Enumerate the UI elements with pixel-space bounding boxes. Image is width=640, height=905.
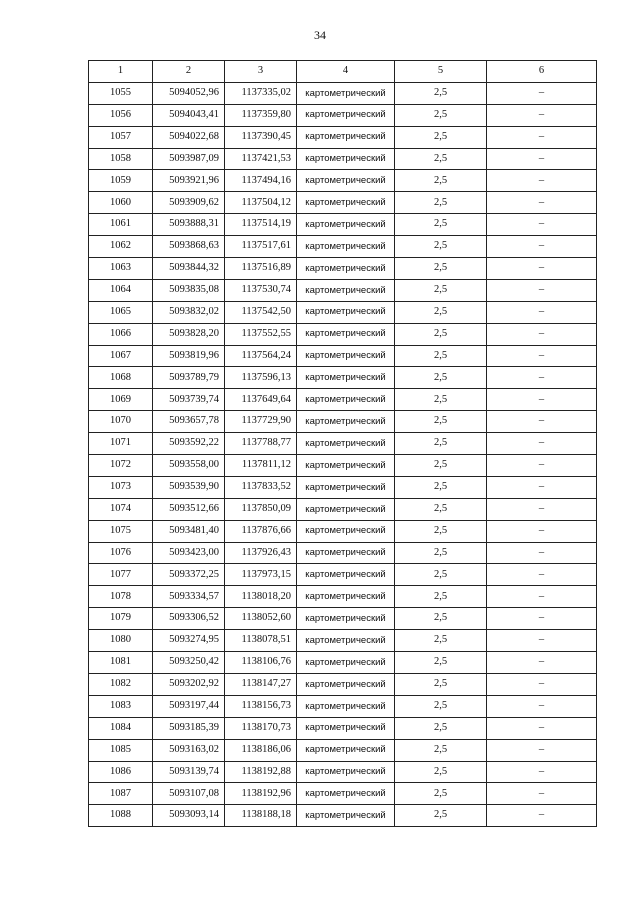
y-coordinate-cell: 1137876,66 — [225, 520, 297, 542]
method-cell: картометрический — [297, 695, 395, 717]
point-number-cell: 1087 — [89, 783, 153, 805]
description-cell: – — [487, 301, 597, 323]
y-coordinate-cell: 1137833,52 — [225, 476, 297, 498]
description-cell: – — [487, 805, 597, 827]
table-row — [89, 717, 597, 739]
y-coordinate-cell: 1137552,55 — [225, 323, 297, 345]
point-number-cell: 1069 — [89, 389, 153, 411]
table-row — [89, 761, 597, 783]
description-cell: – — [487, 695, 597, 717]
point-number-cell: 1068 — [89, 367, 153, 389]
point-number-cell: 1085 — [89, 739, 153, 761]
method-cell: картометрический — [297, 148, 395, 170]
table-row — [89, 82, 597, 104]
accuracy-cell: 2,5 — [395, 301, 487, 323]
description-cell: – — [487, 476, 597, 498]
x-coordinate-cell: 5093789,79 — [153, 367, 225, 389]
y-coordinate-cell: 1137517,61 — [225, 236, 297, 258]
x-coordinate-cell: 5093819,96 — [153, 345, 225, 367]
x-coordinate-cell: 5093250,42 — [153, 652, 225, 674]
method-cell: картометрический — [297, 498, 395, 520]
description-cell: – — [487, 652, 597, 674]
accuracy-cell: 2,5 — [395, 323, 487, 345]
y-coordinate-cell: 1138018,20 — [225, 586, 297, 608]
table-row — [89, 323, 597, 345]
accuracy-cell: 2,5 — [395, 564, 487, 586]
accuracy-cell: 2,5 — [395, 542, 487, 564]
point-number-cell: 1065 — [89, 301, 153, 323]
table-row — [89, 695, 597, 717]
method-cell: картометрический — [297, 433, 395, 455]
table-row — [89, 148, 597, 170]
point-number-cell: 1059 — [89, 170, 153, 192]
y-coordinate-cell: 1137516,89 — [225, 258, 297, 280]
header-col-5: 5 — [395, 61, 487, 83]
accuracy-cell: 2,5 — [395, 586, 487, 608]
table-row — [89, 520, 597, 542]
y-coordinate-cell: 1137421,53 — [225, 148, 297, 170]
y-coordinate-cell: 1138192,88 — [225, 761, 297, 783]
x-coordinate-cell: 5094043,41 — [153, 104, 225, 126]
point-number-cell: 1064 — [89, 279, 153, 301]
point-number-cell: 1082 — [89, 673, 153, 695]
point-number-cell: 1073 — [89, 476, 153, 498]
x-coordinate-cell: 5093512,66 — [153, 498, 225, 520]
y-coordinate-cell: 1137504,12 — [225, 192, 297, 214]
x-coordinate-cell: 5093107,08 — [153, 783, 225, 805]
x-coordinate-cell: 5093334,57 — [153, 586, 225, 608]
table-row — [89, 455, 597, 477]
x-coordinate-cell: 5093139,74 — [153, 761, 225, 783]
x-coordinate-cell: 5093828,20 — [153, 323, 225, 345]
table-row — [89, 192, 597, 214]
accuracy-cell: 2,5 — [395, 192, 487, 214]
accuracy-cell: 2,5 — [395, 433, 487, 455]
header-col-3: 3 — [225, 61, 297, 83]
table-row — [89, 608, 597, 630]
table-row — [89, 739, 597, 761]
y-coordinate-cell: 1138186,06 — [225, 739, 297, 761]
accuracy-cell: 2,5 — [395, 783, 487, 805]
point-number-cell: 1067 — [89, 345, 153, 367]
table-row — [89, 433, 597, 455]
point-number-cell: 1076 — [89, 542, 153, 564]
accuracy-cell: 2,5 — [395, 411, 487, 433]
table-row — [89, 367, 597, 389]
y-coordinate-cell: 1137530,74 — [225, 279, 297, 301]
y-coordinate-cell: 1137514,19 — [225, 214, 297, 236]
accuracy-cell: 2,5 — [395, 455, 487, 477]
table-row — [89, 214, 597, 236]
method-cell: картометрический — [297, 301, 395, 323]
point-number-cell: 1066 — [89, 323, 153, 345]
description-cell: – — [487, 542, 597, 564]
accuracy-cell: 2,5 — [395, 279, 487, 301]
description-cell: – — [487, 258, 597, 280]
x-coordinate-cell: 5093868,63 — [153, 236, 225, 258]
table-row — [89, 630, 597, 652]
y-coordinate-cell: 1137649,64 — [225, 389, 297, 411]
description-cell: – — [487, 717, 597, 739]
table-row — [89, 498, 597, 520]
x-coordinate-cell: 5093888,31 — [153, 214, 225, 236]
table-row — [89, 805, 597, 827]
point-number-cell: 1083 — [89, 695, 153, 717]
x-coordinate-cell: 5093921,96 — [153, 170, 225, 192]
method-cell: картометрический — [297, 455, 395, 477]
x-coordinate-cell: 5093835,08 — [153, 279, 225, 301]
point-number-cell: 1062 — [89, 236, 153, 258]
method-cell: картометрический — [297, 323, 395, 345]
table-row — [89, 345, 597, 367]
accuracy-cell: 2,5 — [395, 520, 487, 542]
x-coordinate-cell: 5093197,44 — [153, 695, 225, 717]
y-coordinate-cell: 1138106,76 — [225, 652, 297, 674]
description-cell: – — [487, 498, 597, 520]
method-cell: картометрический — [297, 739, 395, 761]
point-number-cell: 1061 — [89, 214, 153, 236]
point-number-cell: 1080 — [89, 630, 153, 652]
point-number-cell: 1055 — [89, 82, 153, 104]
table-row — [89, 586, 597, 608]
y-coordinate-cell: 1137494,16 — [225, 170, 297, 192]
point-number-cell: 1060 — [89, 192, 153, 214]
table-row — [89, 389, 597, 411]
y-coordinate-cell: 1137335,02 — [225, 82, 297, 104]
y-coordinate-cell: 1137729,90 — [225, 411, 297, 433]
description-cell: – — [487, 739, 597, 761]
accuracy-cell: 2,5 — [395, 82, 487, 104]
x-coordinate-cell: 5093481,40 — [153, 520, 225, 542]
point-number-cell: 1084 — [89, 717, 153, 739]
y-coordinate-cell: 1138170,73 — [225, 717, 297, 739]
table-row — [89, 476, 597, 498]
method-cell: картометрический — [297, 673, 395, 695]
method-cell: картометрический — [297, 761, 395, 783]
description-cell: – — [487, 192, 597, 214]
accuracy-cell: 2,5 — [395, 214, 487, 236]
description-cell: – — [487, 761, 597, 783]
y-coordinate-cell: 1138192,96 — [225, 783, 297, 805]
method-cell: картометрический — [297, 783, 395, 805]
point-number-cell: 1057 — [89, 126, 153, 148]
x-coordinate-cell: 5093093,14 — [153, 805, 225, 827]
y-coordinate-cell: 1137850,09 — [225, 498, 297, 520]
accuracy-cell: 2,5 — [395, 104, 487, 126]
method-cell: картометрический — [297, 367, 395, 389]
point-number-cell: 1086 — [89, 761, 153, 783]
y-coordinate-cell: 1137596,13 — [225, 367, 297, 389]
point-number-cell: 1088 — [89, 805, 153, 827]
accuracy-cell: 2,5 — [395, 258, 487, 280]
description-cell: – — [487, 608, 597, 630]
description-cell: – — [487, 236, 597, 258]
method-cell: картометрический — [297, 192, 395, 214]
table-row — [89, 279, 597, 301]
accuracy-cell: 2,5 — [395, 389, 487, 411]
header-col-4: 4 — [297, 61, 395, 83]
method-cell: картометрический — [297, 564, 395, 586]
y-coordinate-cell: 1137926,43 — [225, 542, 297, 564]
x-coordinate-cell: 5093592,22 — [153, 433, 225, 455]
description-cell: – — [487, 367, 597, 389]
point-number-cell: 1063 — [89, 258, 153, 280]
x-coordinate-cell: 5093372,25 — [153, 564, 225, 586]
table-row — [89, 652, 597, 674]
description-cell: – — [487, 323, 597, 345]
table-row — [89, 783, 597, 805]
description-cell: – — [487, 520, 597, 542]
accuracy-cell: 2,5 — [395, 652, 487, 674]
y-coordinate-cell: 1137542,50 — [225, 301, 297, 323]
coordinates-table — [88, 60, 597, 827]
x-coordinate-cell: 5093909,62 — [153, 192, 225, 214]
description-cell: – — [487, 564, 597, 586]
description-cell: – — [487, 126, 597, 148]
x-coordinate-cell: 5093558,00 — [153, 455, 225, 477]
method-cell: картометрический — [297, 476, 395, 498]
table-row — [89, 170, 597, 192]
description-cell: – — [487, 389, 597, 411]
method-cell: картометрический — [297, 345, 395, 367]
y-coordinate-cell: 1138078,51 — [225, 630, 297, 652]
method-cell: картометрический — [297, 805, 395, 827]
accuracy-cell: 2,5 — [395, 148, 487, 170]
y-coordinate-cell: 1137788,77 — [225, 433, 297, 455]
method-cell: картометрический — [297, 630, 395, 652]
x-coordinate-cell: 5093657,78 — [153, 411, 225, 433]
x-coordinate-cell: 5093163,02 — [153, 739, 225, 761]
description-cell: – — [487, 82, 597, 104]
accuracy-cell: 2,5 — [395, 695, 487, 717]
accuracy-cell: 2,5 — [395, 673, 487, 695]
y-coordinate-cell: 1138188,18 — [225, 805, 297, 827]
method-cell: картометрический — [297, 104, 395, 126]
y-coordinate-cell: 1138147,27 — [225, 673, 297, 695]
method-cell: картометрический — [297, 126, 395, 148]
point-number-cell: 1058 — [89, 148, 153, 170]
table-row — [89, 236, 597, 258]
accuracy-cell: 2,5 — [395, 367, 487, 389]
method-cell: картометрический — [297, 608, 395, 630]
accuracy-cell: 2,5 — [395, 805, 487, 827]
table-row — [89, 564, 597, 586]
description-cell: – — [487, 170, 597, 192]
x-coordinate-cell: 5094022,68 — [153, 126, 225, 148]
method-cell: картометрический — [297, 542, 395, 564]
y-coordinate-cell: 1138052,60 — [225, 608, 297, 630]
point-number-cell: 1079 — [89, 608, 153, 630]
header-col-6: 6 — [487, 61, 597, 83]
method-cell: картометрический — [297, 586, 395, 608]
description-cell: – — [487, 148, 597, 170]
header-row — [89, 61, 597, 83]
table-row — [89, 301, 597, 323]
table-row — [89, 673, 597, 695]
method-cell: картометрический — [297, 520, 395, 542]
accuracy-cell: 2,5 — [395, 739, 487, 761]
y-coordinate-cell: 1138156,73 — [225, 695, 297, 717]
page-number: 34 — [314, 28, 326, 42]
y-coordinate-cell: 1137973,15 — [225, 564, 297, 586]
x-coordinate-cell: 5094052,96 — [153, 82, 225, 104]
description-cell: – — [487, 279, 597, 301]
table-row — [89, 126, 597, 148]
method-cell: картометрический — [297, 652, 395, 674]
header-col-1: 1 — [89, 61, 153, 83]
method-cell: картометрический — [297, 258, 395, 280]
description-cell: – — [487, 673, 597, 695]
accuracy-cell: 2,5 — [395, 761, 487, 783]
description-cell: – — [487, 345, 597, 367]
description-cell: – — [487, 411, 597, 433]
x-coordinate-cell: 5093306,52 — [153, 608, 225, 630]
x-coordinate-cell: 5093423,00 — [153, 542, 225, 564]
x-coordinate-cell: 5093987,09 — [153, 148, 225, 170]
method-cell: картометрический — [297, 717, 395, 739]
accuracy-cell: 2,5 — [395, 476, 487, 498]
point-number-cell: 1071 — [89, 433, 153, 455]
table-header — [89, 61, 597, 83]
accuracy-cell: 2,5 — [395, 236, 487, 258]
description-cell: – — [487, 586, 597, 608]
point-number-cell: 1056 — [89, 104, 153, 126]
method-cell: картометрический — [297, 82, 395, 104]
description-cell: – — [487, 455, 597, 477]
accuracy-cell: 2,5 — [395, 126, 487, 148]
table-row — [89, 411, 597, 433]
x-coordinate-cell: 5093739,74 — [153, 389, 225, 411]
accuracy-cell: 2,5 — [395, 630, 487, 652]
x-coordinate-cell: 5093539,90 — [153, 476, 225, 498]
method-cell: картометрический — [297, 279, 395, 301]
point-number-cell: 1077 — [89, 564, 153, 586]
point-number-cell: 1075 — [89, 520, 153, 542]
x-coordinate-cell: 5093202,92 — [153, 673, 225, 695]
description-cell: – — [487, 630, 597, 652]
method-cell: картометрический — [297, 389, 395, 411]
y-coordinate-cell: 1137811,12 — [225, 455, 297, 477]
accuracy-cell: 2,5 — [395, 717, 487, 739]
point-number-cell: 1081 — [89, 652, 153, 674]
table-row — [89, 258, 597, 280]
point-number-cell: 1074 — [89, 498, 153, 520]
x-coordinate-cell: 5093844,32 — [153, 258, 225, 280]
header-col-2: 2 — [153, 61, 225, 83]
method-cell: картометрический — [297, 411, 395, 433]
table-row — [89, 542, 597, 564]
accuracy-cell: 2,5 — [395, 345, 487, 367]
accuracy-cell: 2,5 — [395, 170, 487, 192]
description-cell: – — [487, 783, 597, 805]
table-body — [89, 82, 597, 826]
point-number-cell: 1072 — [89, 455, 153, 477]
y-coordinate-cell: 1137359,80 — [225, 104, 297, 126]
x-coordinate-cell: 5093274,95 — [153, 630, 225, 652]
accuracy-cell: 2,5 — [395, 608, 487, 630]
description-cell: – — [487, 433, 597, 455]
point-number-cell: 1078 — [89, 586, 153, 608]
point-number-cell: 1070 — [89, 411, 153, 433]
description-cell: – — [487, 104, 597, 126]
x-coordinate-cell: 5093832,02 — [153, 301, 225, 323]
description-cell: – — [487, 214, 597, 236]
method-cell: картометрический — [297, 214, 395, 236]
method-cell: картометрический — [297, 236, 395, 258]
accuracy-cell: 2,5 — [395, 498, 487, 520]
x-coordinate-cell: 5093185,39 — [153, 717, 225, 739]
method-cell: картометрический — [297, 170, 395, 192]
y-coordinate-cell: 1137564,24 — [225, 345, 297, 367]
table-row — [89, 104, 597, 126]
y-coordinate-cell: 1137390,45 — [225, 126, 297, 148]
